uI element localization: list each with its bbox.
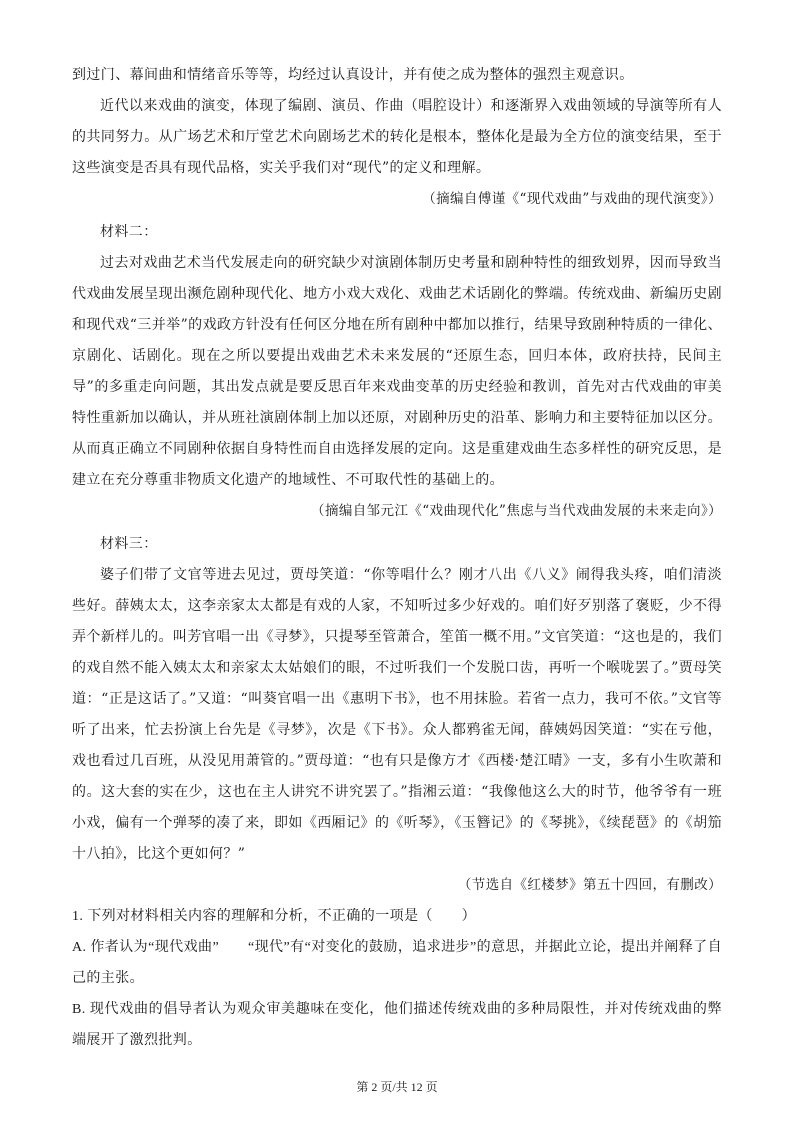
material1-paragraph: 近代以来戏曲的演变，体现了编剧、演员、作曲（唱腔设计）和逐渐界入戏曲领域的导演等所有人的共同努力。从广场艺术和厅堂艺术向剧场艺术的转化是根本，整体化是最为全方位的演变结果，至于这些演变是否具有现代品格，实关乎我们对“现代”的定义和理解。 <box>72 98 722 176</box>
material1-source: （摘编自傅谨《“现代戏曲”与戏曲的现代演变》） <box>422 191 722 207</box>
material2-paragraph: 过去对戏曲艺术当代发展走向的研究缺少对演剧体制历史考量和剧种特性的细致划界，因而导致当代戏曲发展呈现出濒危剧种现代化、地方小戏大戏化、戏曲艺术话剧化的弊端。传统戏曲、新编历史剧和现代戏“三并举”的戏政方针没有任何区分地在所有剧种中都加以推行，结果导致剧种特质的一律化、京剧化、话剧化。现在之所以要提出戏曲艺术未来发展的“还原生态，回归本体，政府扶持，民间主导”的多重走向问题，其出发点就是要反思百年来戏曲变革的历史经验和教训，首先对古代戏曲的审美特性重新加以确认，并从班社演剧体制上加以还原，对剧种历史的沿革、影响力和主要特征加以区分。从而真正确立不同剧种依据自身特性而自由选择发展的定向。这是重建戏曲生态多样性的研究反思，是建立在充分尊重非物质文化遗产的地域性、不可取代性的基础上的。 <box>72 255 722 488</box>
document-page <box>72 60 722 1056</box>
material3-source: （节选自《红楼梦》第五十四回，有删改） <box>457 877 722 893</box>
material3-title: 材料三： <box>100 536 158 552</box>
question-1-option-b: B. 现代戏曲的倡导者认为观众审美趣味在变化，他们描述传统戏曲的多种局限性，并对传统戏曲的弊端展开了激烈批判。 <box>72 1002 722 1048</box>
question-1-stem: 1. 下列对材料相关内容的理解和分析，不正确的一项是（ ） <box>72 909 476 924</box>
material2-source: （摘编自邹元江《“戏曲现代化”焦虑与当代戏曲发展的未来走向》） <box>311 503 722 519</box>
question-1-option-a: A. 作者认为“现代戏曲” “现代”有“对变化的鼓励，追求进步”的意思，并据此立论，提出并阐释了自己的主张。 <box>72 940 722 986</box>
page-footer: 第 2 页/共 12 页 <box>356 1080 438 1094</box>
material2-title: 材料二： <box>100 224 158 240</box>
material1-paragraph-continued: 到过门、幕间曲和情绪音乐等等，均经过认真设计，并有使之成为整体的强烈主观意识。 <box>72 67 634 83</box>
material3-paragraph: 婆子们带了文官等进去见过，贾母笑道：“你等唱什么？刚才八出《八义》闹得我头疼，咱们清淡些好。薛姨太太，这李亲家太太都是有戏的人家，不知听过多少好戏的。咱们好歹别落了褒贬，少不得弄个新样儿的。叫芳官唱一出《寻梦》，只提琴至管萧合，笙笛一概不用。”文官笑道：“这也是的，我们的戏自然不能入姨太太和亲家太太姑娘们的眼，不过听我们一个发脱口齿，再听一个喉咙罢了。”贾母笑道：“正是这话了。”又道：“叫葵官唱一出《惠明下书》，也不用抹脸。若省一点力，我可不依。”文官等听了出来，忙去扮演上台先是《寻梦》，次是《下书》。众人都鸦雀无闻，薛姨妈因笑道：“实在亏他，戏也看过几百班，从没见用萧管的。”贾母道：“也有只是像方才《西楼·楚江晴》一支，多有小生吹萧和的。这大套的实在少，这也在主人讲究不讲究罢了。”指湘云道：“我像他这么大的时节，他爷爷有一班小戏，偏有一个弹琴的凑了来，即如《西厢记》的《听琴》，《玉簪记》的《琴挑》，《续琵琶》的《胡笳十八拍》，比这个更如何？” <box>72 567 722 862</box>
